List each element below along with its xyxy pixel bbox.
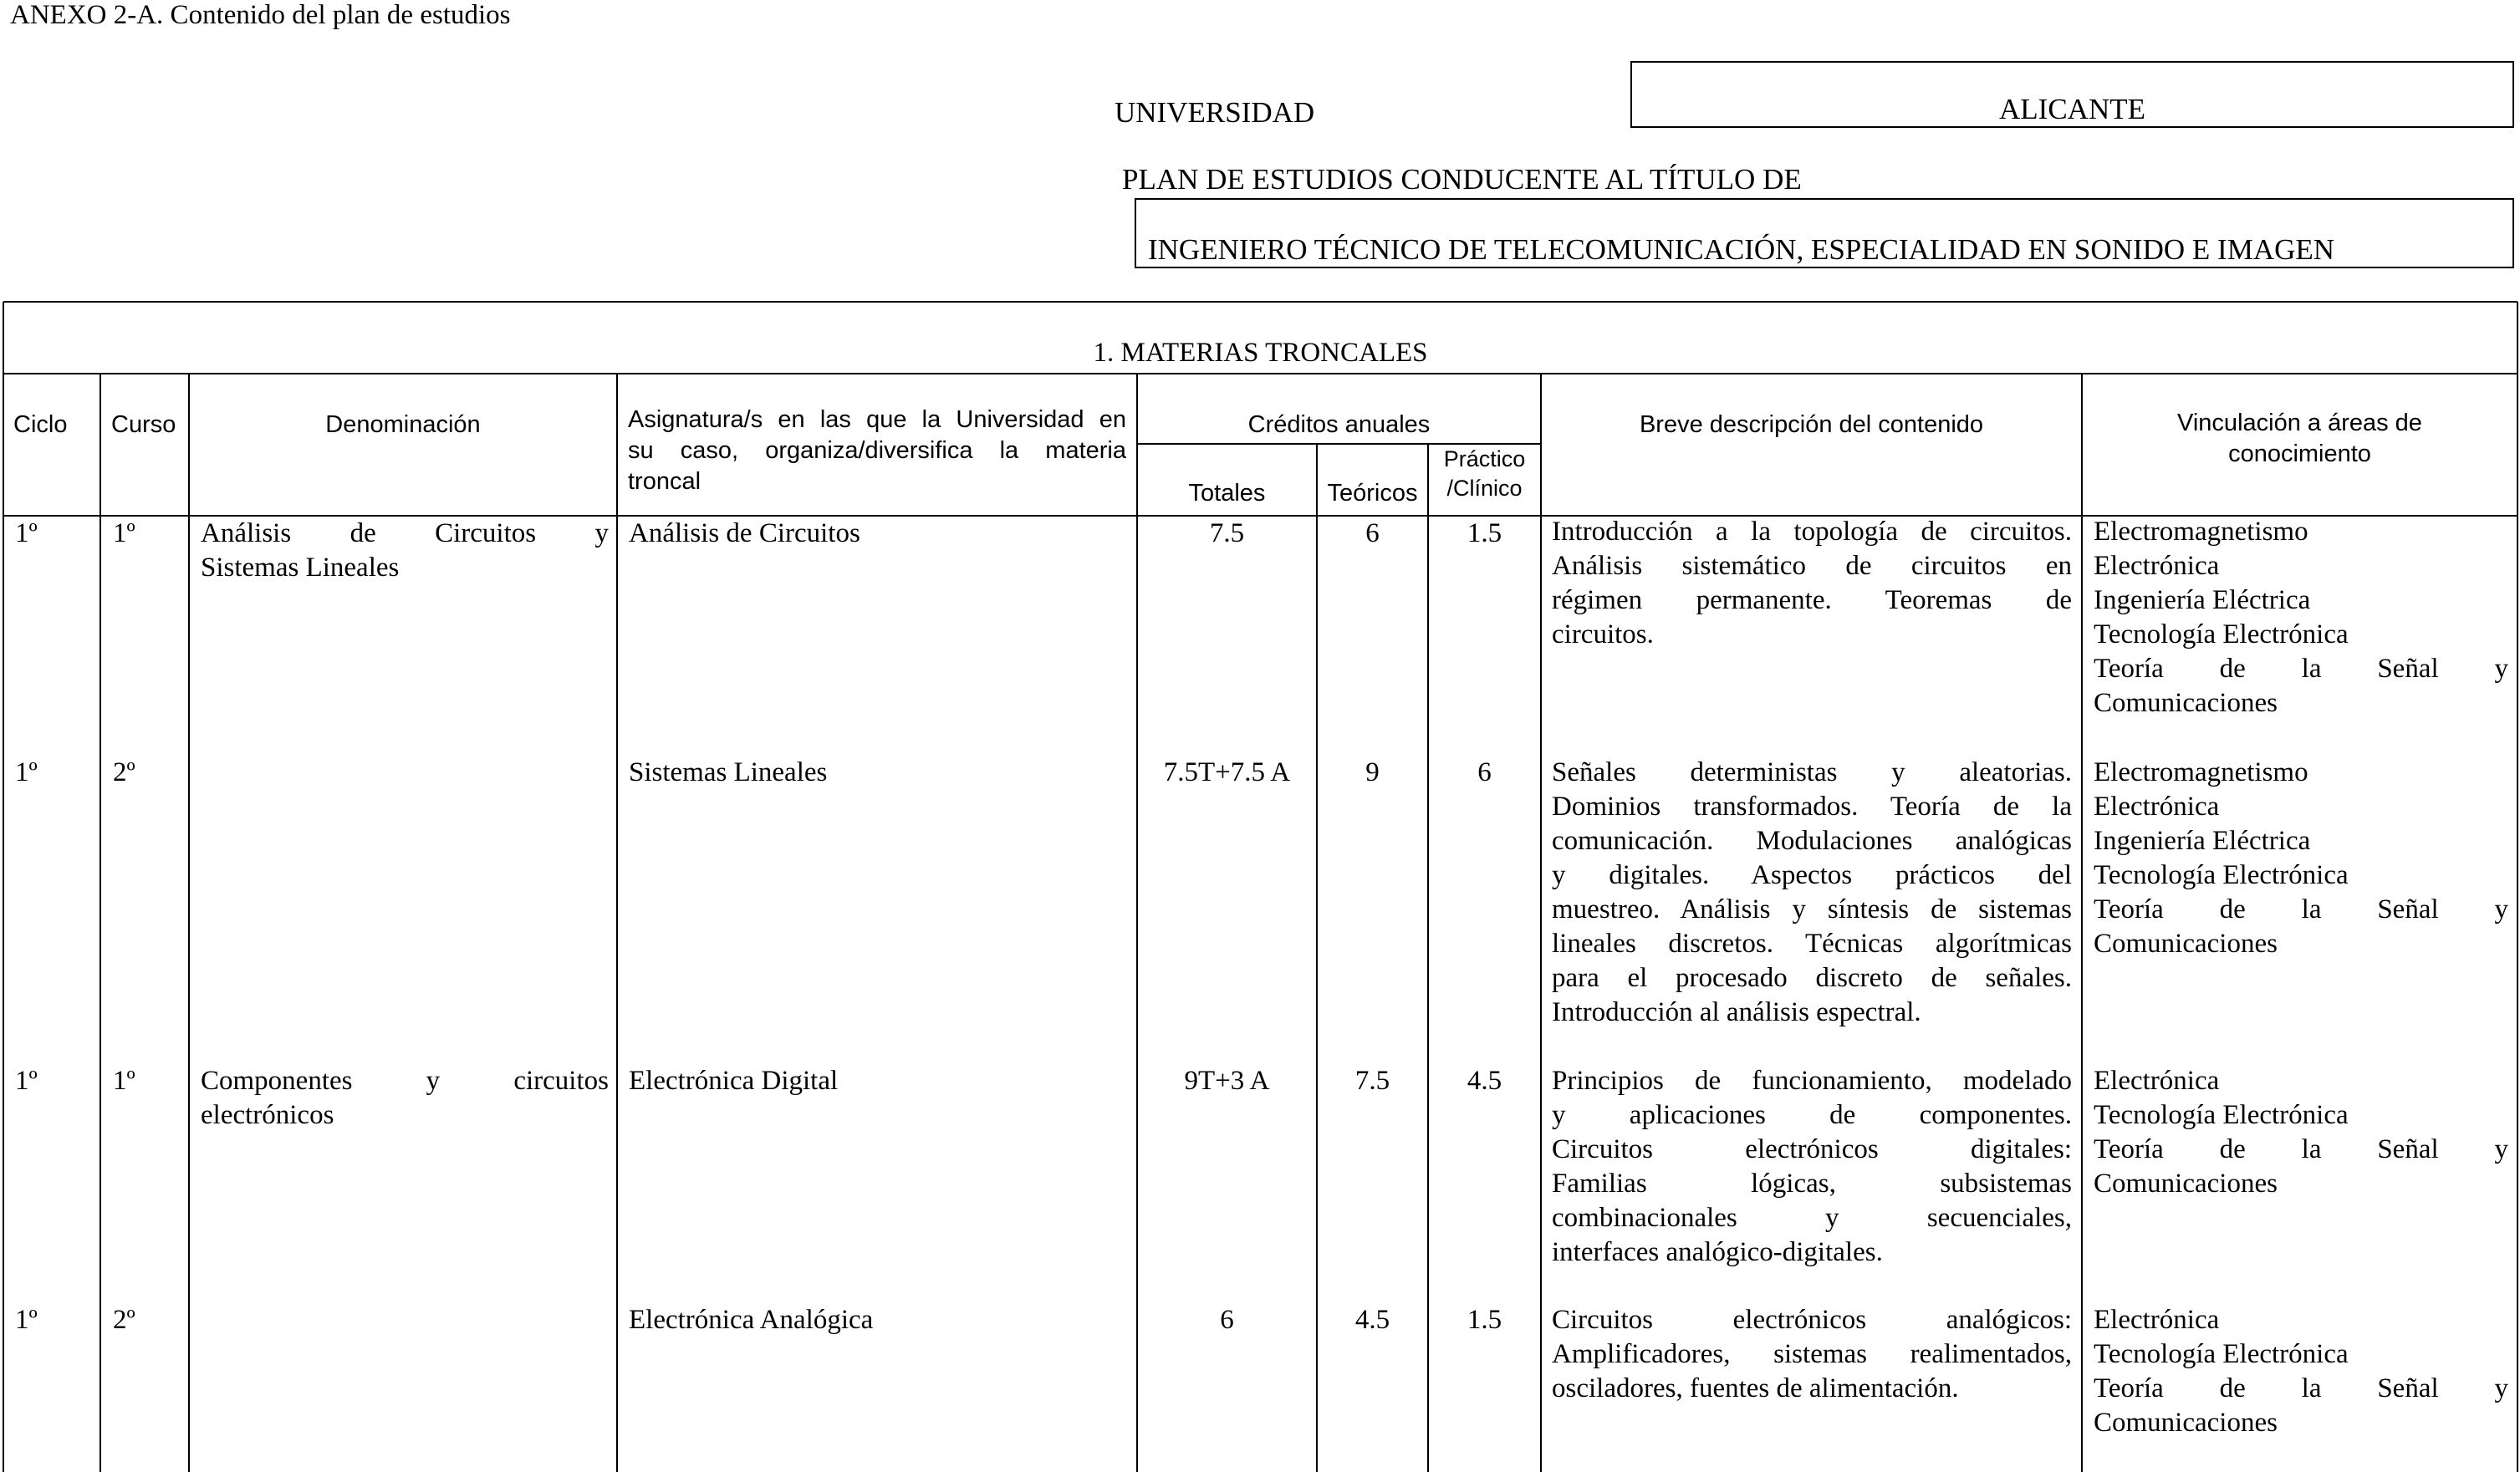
header-vinculacion: Vinculación a áreas de conocimiento [2177, 410, 2422, 467]
header-teoricos: Teóricos [1327, 480, 1418, 507]
table-row-3-ciclo: 1º [15, 1066, 38, 1096]
table-row-1-denominacion: Análisis de Circuitos y Sistemas Lineales [201, 518, 609, 583]
table-row-1-totales: 7.5 [1209, 518, 1245, 548]
header-ciclo: Ciclo [13, 411, 68, 438]
table-row-1-ciclo: 1º [15, 518, 38, 548]
header-creditos: Créditos anuales [1247, 411, 1431, 438]
degree-title: INGENIERO TÉCNICO DE TELECOMUNICACIÓN, ESPECIALIDAD EN SONIDO E IMAGEN [1148, 233, 2335, 266]
university-label: UNIVERSIDAD [1115, 96, 1315, 129]
table-row-2-ciclo: 1º [15, 757, 38, 787]
table-row-2-practico: 6 [1477, 757, 1492, 787]
header-totales: Totales [1188, 480, 1266, 507]
header-curso: Curso [111, 411, 176, 438]
table-row-1-curso: 1º [113, 518, 135, 548]
university-value: ALICANTE [1999, 93, 2145, 125]
table-row-3-asignatura: Electrónica Digital [629, 1066, 839, 1096]
table-row-3-denominacion: Componentes y circuitos electrónicos [201, 1066, 609, 1130]
table-row-3-areas: Electrónica Tecnología Electrónica Teoría de la Señal y Comunicaciones [2094, 1066, 2508, 1199]
table-row-3-descripcion: Principios de funcionamiento, modelado y aplicaciones de componentes. Circuitos electrónicos digitales: Familias lógicas, subsistemas combinacionales y secuenciales, interfaces analógico-digitales. [1552, 1066, 2072, 1267]
table-row-1-teoricos: 6 [1365, 518, 1380, 548]
table-row-4-areas: Electrónica Tecnología Electrónica Teoría de la Señal y Comunicaciones [2094, 1305, 2508, 1438]
table-row-1-asignatura: Análisis de Circuitos [629, 518, 860, 548]
plan-label: PLAN DE ESTUDIOS CONDUCENTE AL TÍTULO DE [1122, 163, 1802, 196]
table-row-4-practico: 1.5 [1467, 1305, 1502, 1335]
header-asignaturas: Asignatura/s en las que la Universidad en su caso, organiza/diversifica la materia troncal [628, 406, 1126, 495]
table-row-3-totales: 9T+3 A [1184, 1066, 1270, 1096]
annex-title: ANEXO 2-A. Contenido del plan de estudios [10, 0, 511, 30]
table-row-3-practico: 4.5 [1467, 1066, 1502, 1096]
section-title: 1. MATERIAS TRONCALES [1093, 338, 1428, 368]
table-row-2-areas: Electromagnetismo Electrónica Ingeniería Eléctrica Tecnología Electrónica Teoría de la Señal y Comunicaciones [2094, 757, 2508, 959]
table-row-2-asignatura: Sistemas Lineales [629, 757, 828, 787]
header-descripcion: Breve descripción del contenido [1639, 411, 1984, 438]
table-row-4-asignatura: Electrónica Analógica [629, 1305, 874, 1335]
table-row-4-totales: 6 [1220, 1305, 1234, 1335]
table-row-2-descripcion: Señales deterministas y aleatorias. Dominios transformados. Teoría de la comunicación. Modulaciones analógicas y digitales. Aspectos prácticos del muestreo. Análisis y síntesis de sistemas lineales discretos. Técnicas algorítmicas para el procesado discreto de señales. Introducción al análisis espectral. [1552, 757, 2072, 1027]
university-box [1630, 61, 2514, 128]
table-row-2-curso: 2º [113, 757, 135, 787]
table-row-1-descripcion: Introducción a la topología de circuitos. Análisis sistemático de circuitos en régimen permanente. Teoremas de circuitos. [1552, 517, 2072, 649]
table-row-4-teoricos: 4.5 [1354, 1305, 1390, 1335]
table-row-2-teoricos: 9 [1365, 757, 1380, 787]
header-practico: Práctico /Clínico [1443, 446, 1526, 501]
degree-title-box [1135, 198, 2514, 268]
header-denominacion: Denominación [325, 411, 481, 438]
table-row-4-ciclo: 1º [15, 1305, 38, 1335]
table-row-1-practico: 1.5 [1467, 518, 1502, 548]
table-row-2-totales: 7.5T+7.5 A [1163, 757, 1291, 787]
table-row-3-teoricos: 7.5 [1354, 1066, 1390, 1096]
table-row-3-curso: 1º [113, 1066, 135, 1096]
table-row-1-areas: Electromagnetismo Electrónica Ingeniería Eléctrica Tecnología Electrónica Teoría de la Señal y Comunicaciones [2094, 517, 2508, 718]
table-row-4-curso: 2º [113, 1305, 135, 1335]
table-row-4-descripcion: Circuitos electrónicos analógicos: Amplificadores, sistemas realimentados, osciladores, fuentes de alimentación. [1552, 1305, 2072, 1403]
